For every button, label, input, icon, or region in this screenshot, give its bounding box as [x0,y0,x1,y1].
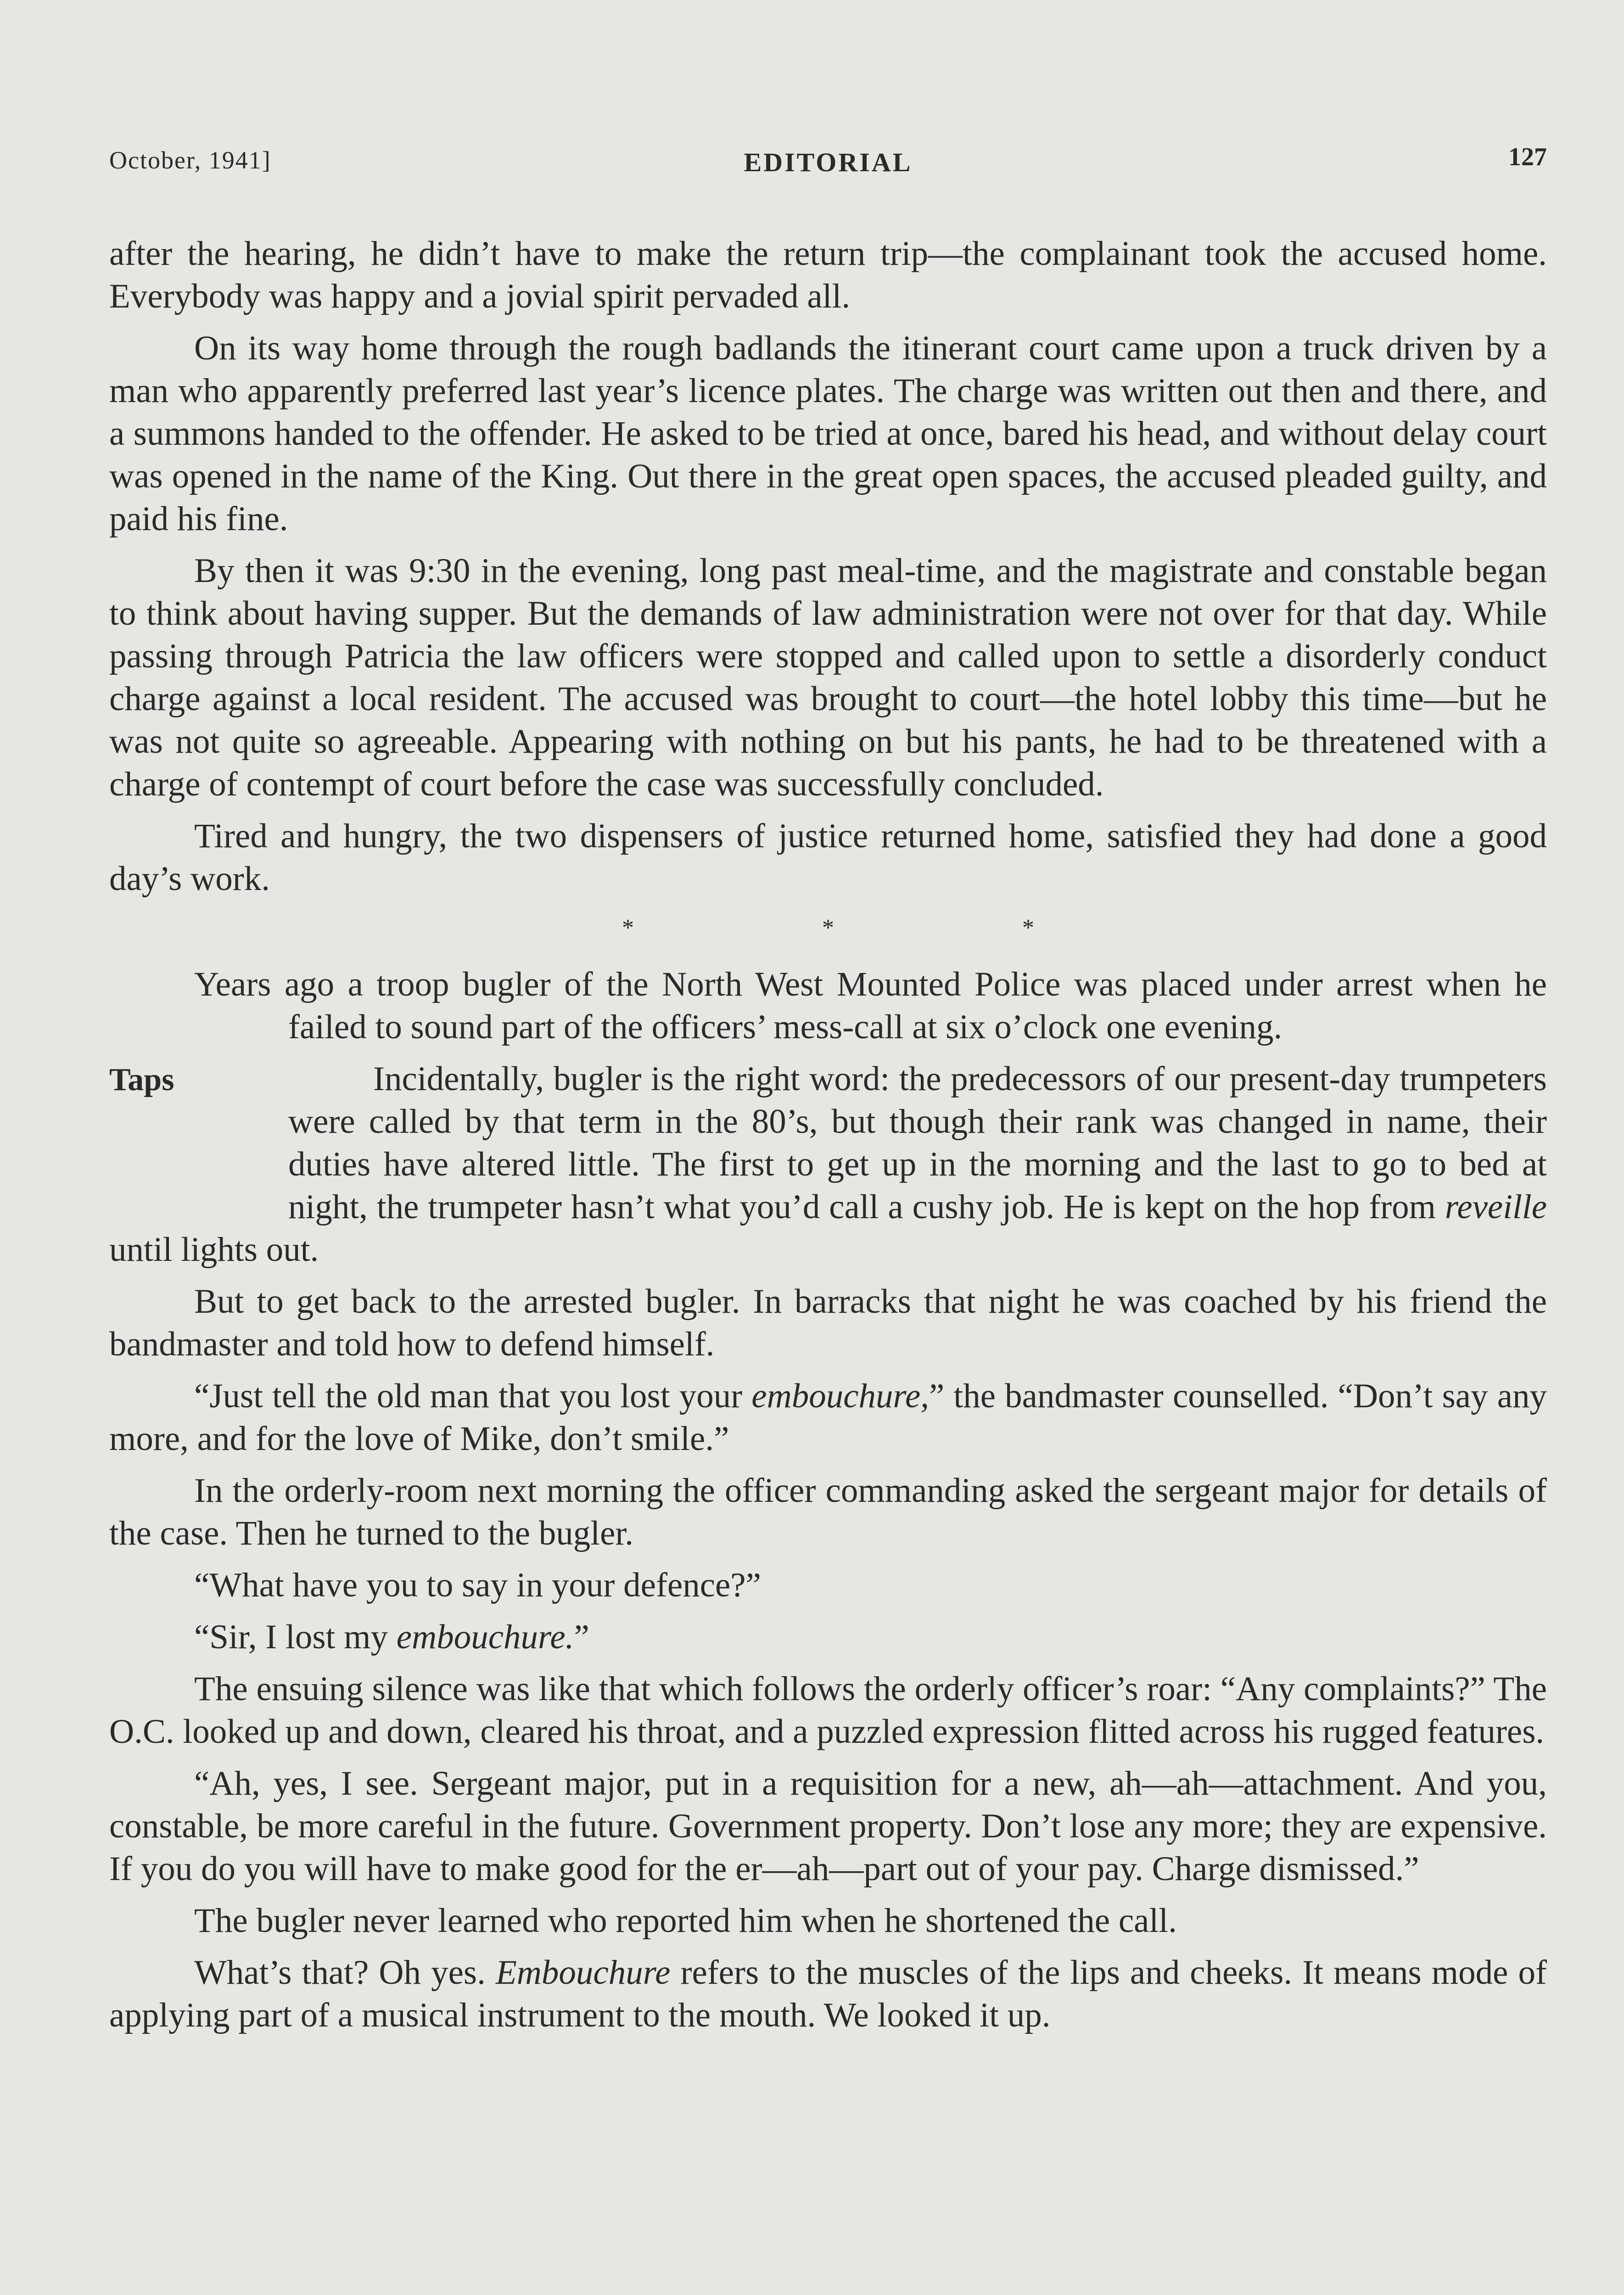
article-body [109,232,1547,2046]
italic-term: reveille [1445,1188,1547,1226]
paragraph: The ensuing silence was like that which follows the orderly officer’s roar: “Any complaints?” The O.C. looked up and down, cleared his throat, and a puzzled expression flitted across his rugged features. [109,1670,1547,1751]
section-title: EDITORIAL [744,147,913,177]
page-number: 127 [1508,143,1547,171]
text-run: What’s that? Oh yes. [194,1954,496,1992]
italic-term: Embouchure [495,1954,671,1992]
divider-asterisk: * [622,915,634,941]
paragraph: “What have you to say in your defence?” [194,1566,761,1604]
taps-section [109,963,1547,1280]
paragraph [109,1951,1547,2037]
paragraph: Years ago a troop bugler of the North West Mounted Police was placed under arrest when he failed to sound part of the officers’ mess-call at six o’clock one evening. [194,965,1547,1046]
paragraph [109,1058,1547,1271]
paragraph: But to get back to the arrested bugler. In barracks that night he was coached by his friend the bandmaster and told how to defend himself. [109,1282,1547,1363]
section-divider [109,907,1547,949]
italic-term: embouchure, [751,1377,929,1415]
paragraph: Tired and hungry, the two dispensers of justice returned home, satisfied they had done a good day’s work. [109,817,1547,898]
paragraph: In the orderly-room next morning the officer commanding asked the sergeant major for details of the case. Then he turned to the bugler. [109,1472,1547,1552]
text-run: Incidentally, bugler is the right word: the predecessors of our present-day trumpeters were called by that term in the 80’s, but though their rank was changed in name, their duties have altered little. The first to get up in the morning and the last to go to bed at night, the trumpeter hasn’t what you’d call a cushy job. He is kept on the hop from [288,1060,1547,1226]
side-heading: Taps [109,1062,174,1097]
paragraph: On its way home through the rough badlands the itinerant court came upon a truck driven by a man who apparently preferred last year’s licence plates. The charge was written out then and there, and a summons handed to the offender. He asked to be tried at once, bared his head, and without delay court was opened in the name of the King. Out there in the great open spaces, the accused pleaded guilty, and paid his fine. [109,329,1547,538]
issue-date: October, 1941] [109,146,271,174]
text-run: ” the bandmaster counselled. “Don’t say any more, and for the love of Mike, don’t smile.” [109,1377,1547,1458]
text-run: refers to the muscles of the lips and cheeks. It means mode of applying part of a musical instrument to the mouth. We looked it up. [109,1954,1547,2034]
divider-asterisk: * [1022,915,1034,941]
paragraph: “Ah, yes, I see. Sergeant major, put in a requisition for a new, ah—ah—attachment. And you, constable, be more careful in the future. Government property. Don’t lose any more; they are expensive. If you do you will have to make good for the er—ah—part out of your pay. Charge dismissed.” [109,1764,1547,1888]
running-head [109,138,1547,179]
divider-asterisk: * [822,915,834,941]
paragraph [109,1616,1547,1658]
text-run: “Sir, I lost my [194,1618,397,1656]
paragraph [109,1375,1547,1460]
text-run: ” [574,1618,589,1656]
paragraph: The bugler never learned who reported him when he shortened the call. [194,1902,1177,1940]
text-run: “Just tell the old man that you lost your [194,1377,752,1415]
text-run: until lights out. [109,1231,319,1269]
paragraph: after the hearing, he didn’t have to make the return trip—the complainant took the accused home. Everybody was happy and a jovial spirit pervaded all. [109,235,1547,315]
paragraph: By then it was 9:30 in the evening, long past meal-time, and the magistrate and constable began to think about having supper. But the demands of law administration were not over for that day. While passing through Patricia the law officers were stopped and called upon to settle a disorderly conduct charge against a local resident. The accused was brought to court—the hotel lobby this time—but he was not quite so agreeable. Appearing with nothing on but his pants, he had to be threatened with a charge of contempt of court before the case was successfully concluded. [109,552,1547,803]
italic-term: embouchure. [396,1618,574,1656]
